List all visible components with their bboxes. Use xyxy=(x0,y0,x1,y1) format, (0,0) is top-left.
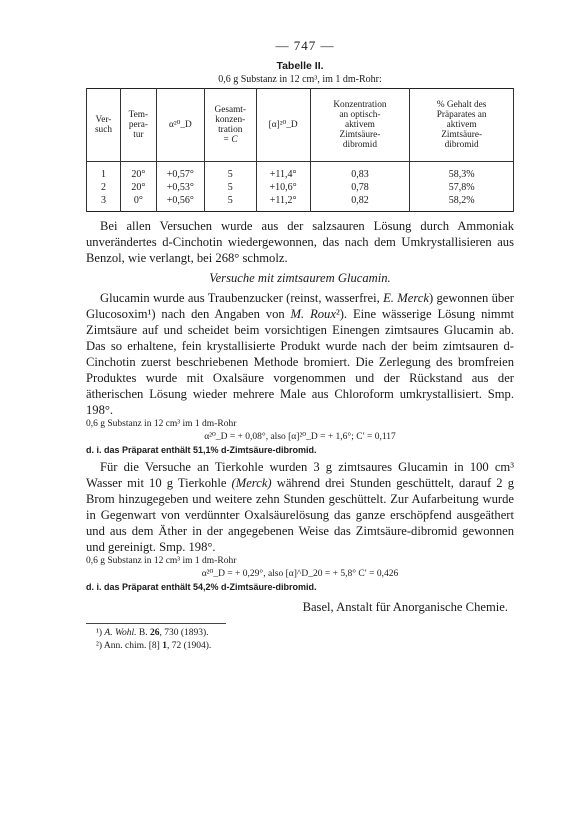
table-cell: 57,8% xyxy=(410,182,514,195)
header-gehalt: % Gehalt des Präparates an aktivem Zimtsäure- dibromid xyxy=(410,89,514,162)
header-temperatur: Tem- pera- tur xyxy=(120,89,156,162)
table-cell: 0,78 xyxy=(310,182,410,195)
table-cell: +0,56° xyxy=(156,195,204,212)
table-cell: 0° xyxy=(120,195,156,212)
table-cell: 5 xyxy=(204,182,256,195)
table-subtitle: 0,6 g Substanz in 12 cm³, im 1 dm-Rohr: xyxy=(218,74,382,85)
measurement-sample-1: 0,6 g Substanz in 12 cm³ im 1 dm-Rohr xyxy=(86,419,237,430)
data-table xyxy=(86,88,514,212)
section-heading: Versuche mit zimtsaurem Glucamin. xyxy=(209,271,391,286)
paragraph-tierkohle: Für die Versuche an Tierkohle wurden 3 g zimtsaures Glucamin in 100 cm³ Wasser mit 10 g Tierkohle (Merck) während drei Stunden geschüttelt, darauf 2 g Brom hinzugegeben und weitere zehn Stunden geschüttelt. Zur Aufarbeitung wurde in Gegenwart von verdünnter Oxalsäurelösung das ganze erschöpfend ausgeäthert und aus dem Äther in der angegebenen Weise das Zimtsäure-dibromid gewonnen und gereinigt. Smp. 198°. xyxy=(86,460,515,555)
institute-signature: Basel, Anstalt für Anorganische Chemie. xyxy=(302,600,508,615)
table-cell: +11,2° xyxy=(256,195,310,212)
table-cell: 1 xyxy=(87,162,121,182)
table-cell: 3 xyxy=(87,195,121,212)
table-header-row xyxy=(87,89,514,162)
footnote-rule xyxy=(86,623,226,624)
table-cell: 0,82 xyxy=(310,195,410,212)
author-roux: M. Roux xyxy=(290,307,336,322)
table-cell: +10,6° xyxy=(256,182,310,195)
header-alpha: α²⁰_D xyxy=(156,89,204,162)
page xyxy=(86,38,514,652)
measurement-result-1: d. i. das Präparat enthält 51,1% d-Zimtsäure-dibromid. xyxy=(86,445,317,456)
table-row xyxy=(87,182,514,195)
header-versuch: Ver- such xyxy=(87,89,121,162)
measurement-formula-1: α²⁰_D = + 0,08°, also [α]²⁰_D = + 1,6°; C′ = 0,117 xyxy=(204,432,396,443)
table-cell: 2 xyxy=(87,182,121,195)
table-cell: 5 xyxy=(204,195,256,212)
footnote-2: ²) Ann. chim. [8] 1, 72 (1904). xyxy=(96,640,212,651)
table-title: Tabelle II. xyxy=(276,60,324,72)
author-merck: E. Merck xyxy=(383,291,429,306)
table-cell: 5 xyxy=(204,162,256,182)
measurement-formula-2: α²⁰_D = + 0,29°, also [α]^D_20 = + 5,8° C′ = 0,426 xyxy=(201,569,399,580)
table-cell: 58,2% xyxy=(410,195,514,212)
footnote-1: ¹) A. Wohl. B. 26, 730 (1893). xyxy=(96,628,209,639)
table-cell: +0,53° xyxy=(156,182,204,195)
measurement-result-2: d. i. das Präparat enthält 54,2% d-Zimtsäure-dibromid. xyxy=(86,582,317,593)
measurement-sample-2: 0,6 g Substanz in 12 cm³ im 1 dm-Rohr xyxy=(86,556,237,567)
table-cell: +0,57° xyxy=(156,162,204,182)
header-konzentration: Konzentration an optisch- aktivem Zimtsäure- dibromid xyxy=(310,89,410,162)
table-cell: +11,4° xyxy=(256,162,310,182)
table-row xyxy=(87,162,514,182)
paragraph-glucamin: Glucamin wurde aus Traubenzucker (reinst, wasserfrei, E. Merck) gewonnen über Glucosoxim¹) nach den Angaben von M. Roux²). Eine wässerige Lösung nimmt Zimtsäure auf und scheidet beim vorsichtigen Einengen zimtsaures Glucamin ab. Das so erhaltene, fein krystallisierte Produkt wurde nach der beim zimtsauren d-Cinchotin zuerst beschriebenen Methode bromiert. Die Zerlegung des bromfreien Produktes wurde mit Oxalsäure vorgenommen und der Rückstand aus der ätherischen Lösung wieder mehrere Male aus Chloroform umkrystallisiert. Smp. 198°. xyxy=(86,291,514,418)
table-cell: 20° xyxy=(120,162,156,182)
table-cell: 20° xyxy=(120,182,156,195)
table-cell: 58,3% xyxy=(410,162,514,182)
page-number: — 747 — xyxy=(275,38,335,53)
header-gesamtkonzentration: Gesamt- konzen- tration = C xyxy=(204,89,256,162)
footnotes xyxy=(86,627,514,652)
supplier-merck: (Merck) xyxy=(231,476,272,491)
paragraph-cinchotin: Bei allen Versuchen wurde aus der salzsauren Lösung durch Ammoniak unverändertes d-Cinchotin wiedergewonnen, das nach dem Umkrystallisieren aus Benzol, wie verlangt, bei 268° schmolz. xyxy=(86,219,514,266)
table-row xyxy=(87,195,514,212)
table-cell: 0,83 xyxy=(310,162,410,182)
header-spec-rotation: [α]²⁰_D xyxy=(256,89,310,162)
